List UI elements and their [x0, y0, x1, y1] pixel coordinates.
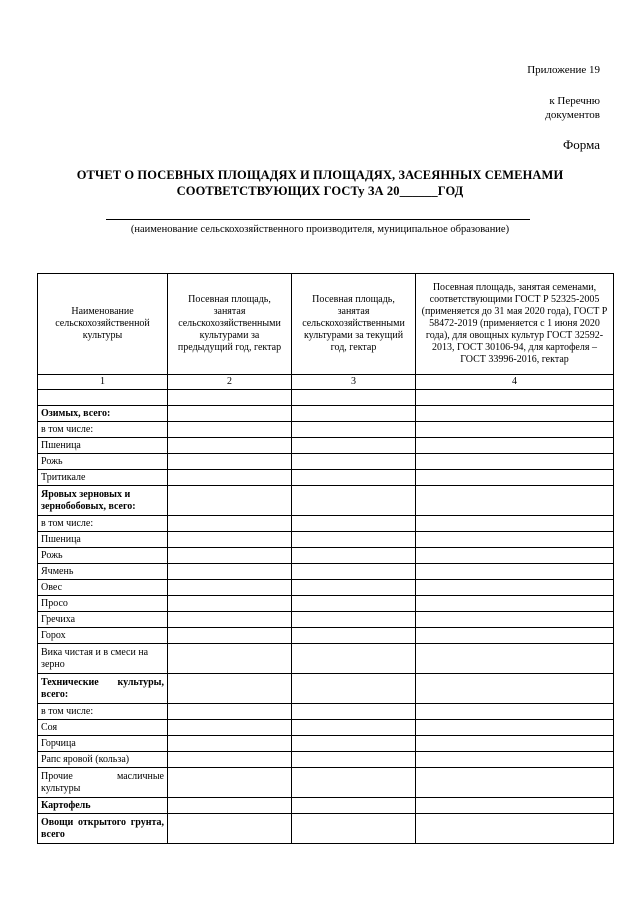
row-label: Пшеница — [38, 438, 168, 454]
list-reference-line-2: документов — [545, 109, 600, 121]
row-label: Овощи открытого грунта, всего — [38, 814, 168, 844]
table-row — [38, 486, 614, 516]
column-header: Посевная площадь, занятая сельскохозяйственными культурами за текущий год, гектар — [292, 274, 416, 375]
column-number: 1 — [38, 375, 168, 390]
producer-name-line — [106, 219, 530, 220]
appendix-label: Приложение 19 — [527, 64, 600, 76]
table-row — [38, 612, 614, 628]
row-label: Ячмень — [38, 564, 168, 580]
table-row — [38, 580, 614, 596]
table-row — [38, 470, 614, 486]
column-header: Посевная площадь, занятая сельскохозяйственными культурами за предыдущий год, гектар — [168, 274, 292, 375]
row-label: Горчица — [38, 736, 168, 752]
table-row — [38, 674, 614, 704]
table-row — [38, 516, 614, 532]
title-line-1: ОТЧЕТ О ПОСЕВНЫХ ПЛОЩАДЯХ И ПЛОЩАДЯХ, ЗАСЕЯННЫХ СЕМЕНАМИ — [76, 168, 564, 182]
row-label: Вика чистая и в смеси на зерно — [38, 644, 168, 674]
table-row — [38, 422, 614, 438]
column-number: 2 — [168, 375, 292, 390]
table-row — [38, 390, 614, 406]
row-label: в том числе: — [38, 704, 168, 720]
column-header: Посевная площадь, занятая семенами, соответствующими ГОСТ Р 52325-2005 (применяется до 31 мая 2020 года), ГОСТ Р 58472-2019 (применяется с 1 июня 2020 года), для овощных культур ГОСТ 32592-2013, ГОСТ 30106-94, для картофеля – ГОСТ 33996-2016, гектар — [416, 274, 614, 375]
sown-area-table — [37, 273, 614, 844]
row-label: Пшеница — [38, 532, 168, 548]
table-row — [38, 720, 614, 736]
table-header-row — [38, 274, 614, 375]
table-row — [38, 548, 614, 564]
list-reference-line-1: к Перечню — [549, 95, 600, 107]
table-row — [38, 768, 614, 798]
form-label: Форма — [563, 137, 600, 152]
table-row — [38, 736, 614, 752]
row-label: Озимых, всего: — [38, 406, 168, 422]
column-number-row — [38, 375, 614, 390]
row-label: Соя — [38, 720, 168, 736]
row-label: Тритикале — [38, 470, 168, 486]
column-header: Наименование сельскохозяйственной культуры — [38, 274, 168, 375]
row-label: в том числе: — [38, 516, 168, 532]
row-label: Яровых зерновых и зернобобовых, всего: — [38, 486, 168, 516]
row-label: Рожь — [38, 454, 168, 470]
table-row — [38, 406, 614, 422]
title-line-2: СООТВЕТСТВУЮЩИХ ГОСТу ЗА 20______ГОД — [176, 184, 464, 198]
table-row — [38, 564, 614, 580]
table-row — [38, 798, 614, 814]
table-row — [38, 628, 614, 644]
table-row — [38, 644, 614, 674]
row-label: Рапс яровой (кольза) — [38, 752, 168, 768]
table-row — [38, 454, 614, 470]
column-number: 3 — [292, 375, 416, 390]
column-number: 4 — [416, 375, 614, 390]
document-title — [60, 167, 580, 199]
table-row — [38, 438, 614, 454]
table-row — [38, 596, 614, 612]
row-label: в том числе: — [38, 422, 168, 438]
row-label: Рожь — [38, 548, 168, 564]
row-label: Гречиха — [38, 612, 168, 628]
producer-caption: (наименование сельскохозяйственного производителя, муниципальное образование) — [130, 224, 510, 235]
row-label: Технические культуры, всего: — [38, 674, 168, 704]
table-row — [38, 532, 614, 548]
row-label: Прочие масличные культуры — [38, 768, 168, 798]
table-row — [38, 704, 614, 720]
row-label: Картофель — [38, 798, 168, 814]
table-row — [38, 814, 614, 844]
row-label: Горох — [38, 628, 168, 644]
row-label — [38, 390, 168, 406]
row-label: Просо — [38, 596, 168, 612]
table-row — [38, 752, 614, 768]
row-label: Овес — [38, 580, 168, 596]
